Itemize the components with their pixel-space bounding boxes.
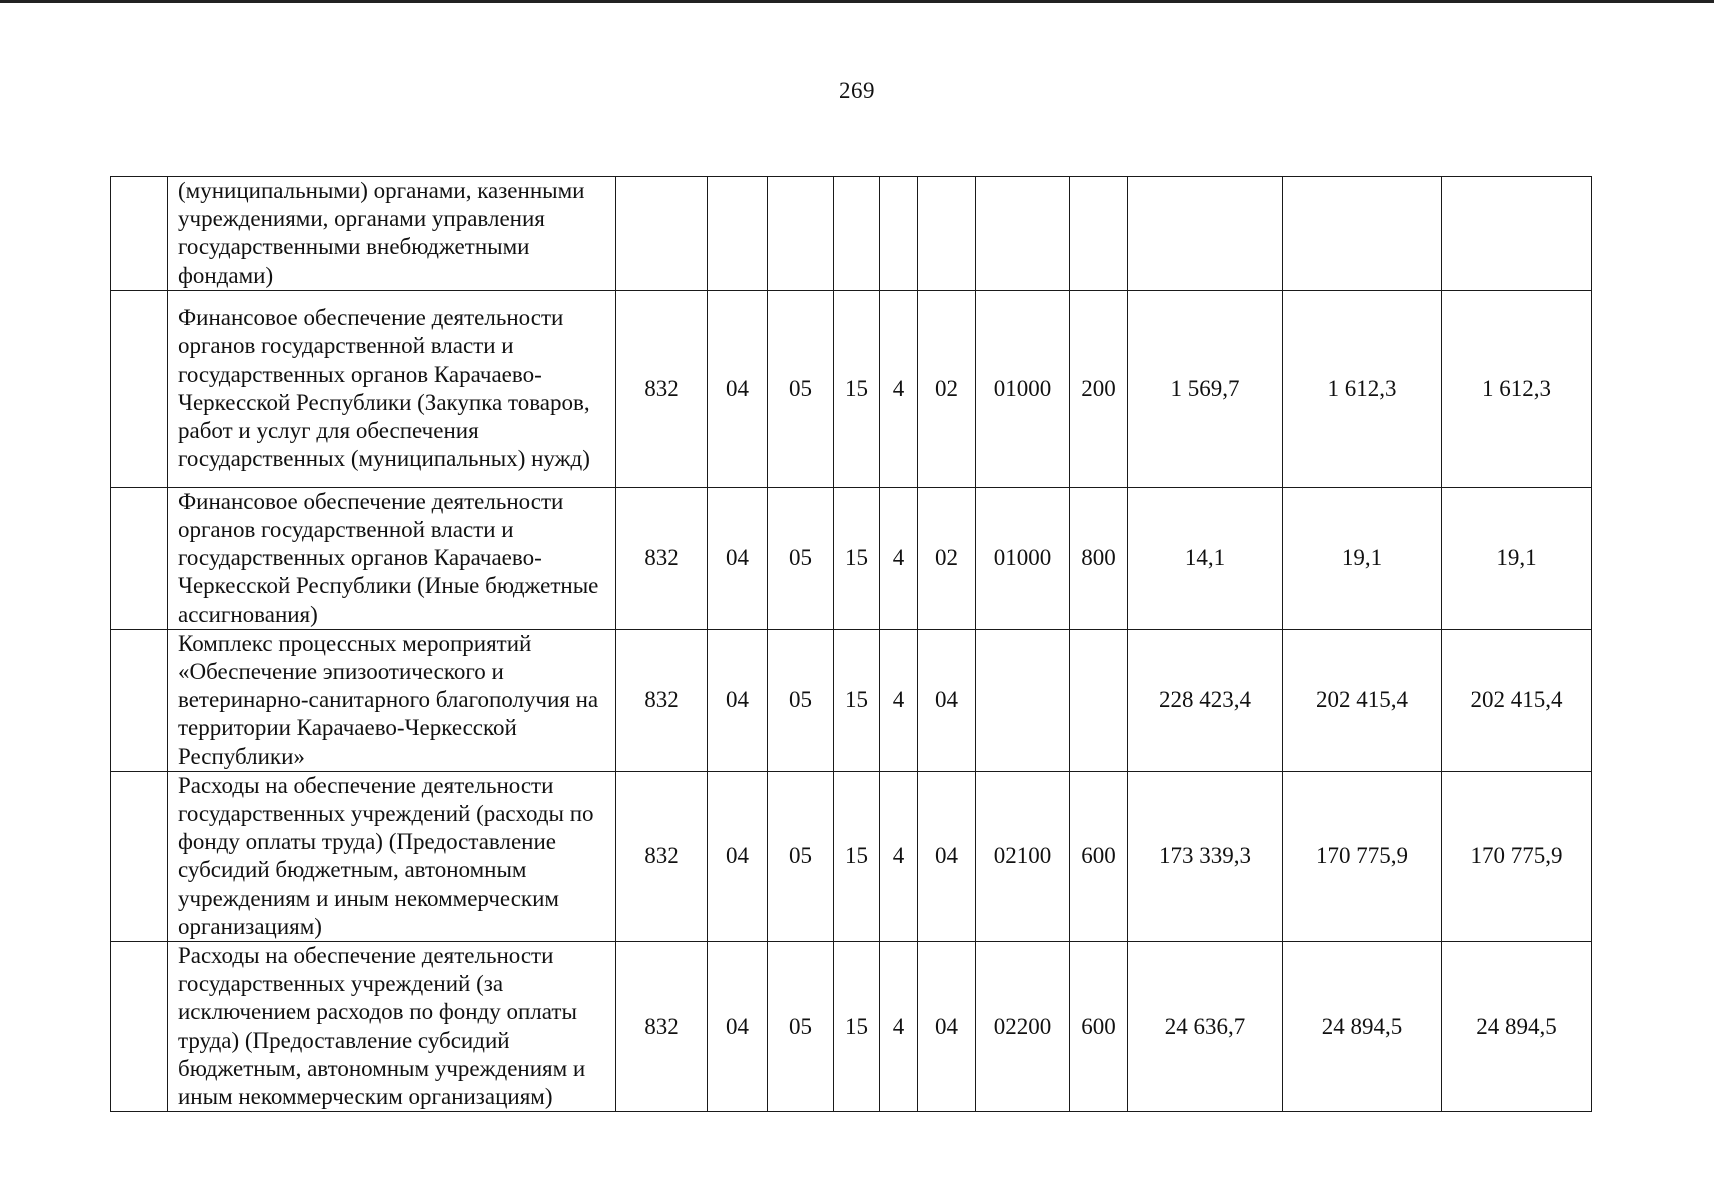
type-cell: 4 xyxy=(880,629,918,771)
expense-code-cell xyxy=(976,177,1070,291)
type-cell xyxy=(880,177,918,291)
direction-cell: 02 xyxy=(918,487,976,629)
program-cell: 15 xyxy=(834,771,880,941)
row-number-cell xyxy=(111,629,168,771)
type-cell: 4 xyxy=(880,771,918,941)
row-number-cell xyxy=(111,487,168,629)
table-row xyxy=(111,177,1592,291)
amount-year3-cell: 1 612,3 xyxy=(1442,290,1592,487)
expense-code-cell: 01000 xyxy=(976,290,1070,487)
table-row xyxy=(111,771,1592,941)
amount-year1-cell xyxy=(1128,177,1283,291)
row-name-cell: (муниципальными) органами, казенными учреждениями, органами управления государственными внебюджетными фондами) xyxy=(168,177,616,291)
admin-code-cell xyxy=(616,177,708,291)
row-name-cell: Финансовое обеспечение деятельности органов государственной власти и государственных органов Карачаево-Черкесской Республики (Иные бюджетные ассигнования) xyxy=(168,487,616,629)
admin-code-cell: 832 xyxy=(616,771,708,941)
amount-year2-cell: 202 415,4 xyxy=(1283,629,1442,771)
direction-cell: 02 xyxy=(918,290,976,487)
amount-year1-cell: 228 423,4 xyxy=(1128,629,1283,771)
amount-year3-cell: 19,1 xyxy=(1442,487,1592,629)
amount-year3-cell: 170 775,9 xyxy=(1442,771,1592,941)
table-row xyxy=(111,487,1592,629)
admin-code-cell: 832 xyxy=(616,629,708,771)
row-number-cell xyxy=(111,771,168,941)
amount-year3-cell xyxy=(1442,177,1592,291)
subsection-cell xyxy=(768,177,834,291)
amount-year3-cell: 24 894,5 xyxy=(1442,942,1592,1112)
expense-code-cell: 01000 xyxy=(976,487,1070,629)
amount-year2-cell: 170 775,9 xyxy=(1283,771,1442,941)
table-row xyxy=(111,942,1592,1112)
table-row xyxy=(111,290,1592,487)
subsection-cell: 05 xyxy=(768,629,834,771)
amount-year2-cell xyxy=(1283,177,1442,291)
row-name-cell: Финансовое обеспечение деятельности органов государственной власти и государственных органов Карачаево-Черкесской Республики (Закупка товаров, работ и услуг для обеспечения государственных (муниципальных) нужд) xyxy=(168,290,616,487)
program-cell: 15 xyxy=(834,487,880,629)
amount-year2-cell: 24 894,5 xyxy=(1283,942,1442,1112)
budget-table xyxy=(110,176,1592,1112)
row-name-cell: Расходы на обеспечение деятельности государственных учреждений (за исключением расходов по фонду оплаты труда) (Предоставление субсидий бюджетным, автономным учреждениям и иным некоммерческим организациям) xyxy=(168,942,616,1112)
section-cell: 04 xyxy=(708,942,768,1112)
amount-year3-cell: 202 415,4 xyxy=(1442,629,1592,771)
table-body xyxy=(111,177,1592,1112)
amount-year2-cell: 1 612,3 xyxy=(1283,290,1442,487)
vr-code-cell: 200 xyxy=(1070,290,1128,487)
table-row xyxy=(111,629,1592,771)
row-number-cell xyxy=(111,290,168,487)
direction-cell: 04 xyxy=(918,942,976,1112)
row-name-cell: Комплекс процессных мероприятий «Обеспечение эпизоотического и ветеринарно-санитарного благополучия на территории Карачаево-Черкесской Республики» xyxy=(168,629,616,771)
amount-year1-cell: 1 569,7 xyxy=(1128,290,1283,487)
expense-code-cell: 02200 xyxy=(976,942,1070,1112)
row-number-cell xyxy=(111,177,168,291)
row-name-cell: Расходы на обеспечение деятельности государственных учреждений (расходы по фонду оплаты труда) (Предоставление субсидий бюджетным, автономным учреждениям и иным некоммерческим организациям) xyxy=(168,771,616,941)
subsection-cell: 05 xyxy=(768,771,834,941)
type-cell: 4 xyxy=(880,487,918,629)
type-cell: 4 xyxy=(880,942,918,1112)
section-cell: 04 xyxy=(708,487,768,629)
subsection-cell: 05 xyxy=(768,290,834,487)
amount-year1-cell: 24 636,7 xyxy=(1128,942,1283,1112)
amount-year2-cell: 19,1 xyxy=(1283,487,1442,629)
expense-code-cell: 02100 xyxy=(976,771,1070,941)
section-cell xyxy=(708,177,768,291)
subsection-cell: 05 xyxy=(768,487,834,629)
page-number: 269 xyxy=(839,78,875,103)
section-cell: 04 xyxy=(708,629,768,771)
admin-code-cell: 832 xyxy=(616,487,708,629)
amount-year1-cell: 173 339,3 xyxy=(1128,771,1283,941)
section-cell: 04 xyxy=(708,771,768,941)
direction-cell: 04 xyxy=(918,771,976,941)
type-cell: 4 xyxy=(880,290,918,487)
scan-top-edge xyxy=(0,0,1714,3)
expense-code-cell xyxy=(976,629,1070,771)
section-cell: 04 xyxy=(708,290,768,487)
admin-code-cell: 832 xyxy=(616,290,708,487)
program-cell xyxy=(834,177,880,291)
amount-year1-cell: 14,1 xyxy=(1128,487,1283,629)
row-number-cell xyxy=(111,942,168,1112)
subsection-cell: 05 xyxy=(768,942,834,1112)
direction-cell: 04 xyxy=(918,629,976,771)
vr-code-cell xyxy=(1070,177,1128,291)
program-cell: 15 xyxy=(834,290,880,487)
admin-code-cell: 832 xyxy=(616,942,708,1112)
program-cell: 15 xyxy=(834,942,880,1112)
program-cell: 15 xyxy=(834,629,880,771)
vr-code-cell xyxy=(1070,629,1128,771)
vr-code-cell: 800 xyxy=(1070,487,1128,629)
vr-code-cell: 600 xyxy=(1070,771,1128,941)
direction-cell xyxy=(918,177,976,291)
vr-code-cell: 600 xyxy=(1070,942,1128,1112)
